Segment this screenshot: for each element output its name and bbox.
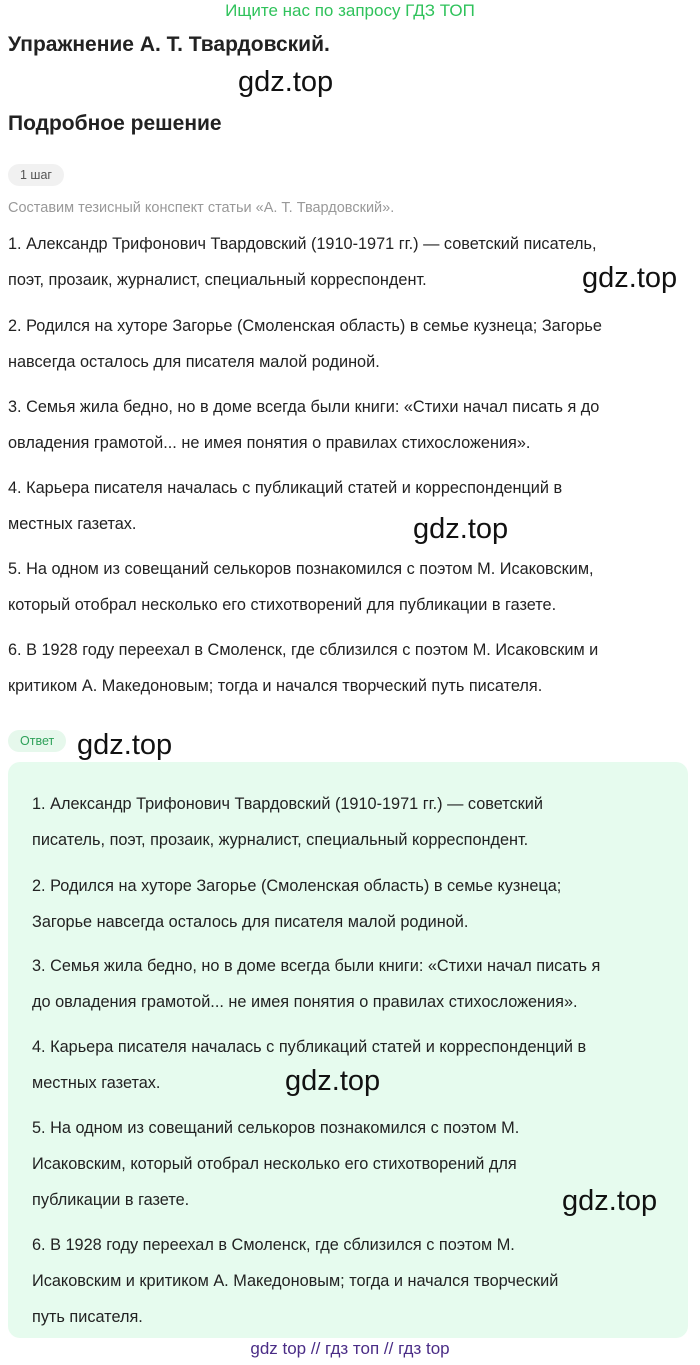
- watermark: gdz.top: [562, 1185, 658, 1217]
- answer-item: [32, 868, 672, 940]
- answer-line: до овладения грамотой... не имея понятия о правилах стихосложения».: [32, 993, 578, 1011]
- answer-line: 5. На одном из совещаний селькоров познакомился с поэтом М.: [32, 1119, 520, 1137]
- solution-line: 4. Карьера писателя началась с публикаций статей и корреспонденций в: [8, 479, 563, 497]
- answer-line: публикации в газете.: [32, 1191, 190, 1209]
- solution-line: критиком А. Македоновым; тогда и начался творческий путь писателя.: [8, 677, 543, 695]
- answer-item: [32, 948, 672, 1020]
- answer-line: Загорье навсегда осталось для писателя малой родиной.: [32, 913, 469, 931]
- search-hint-link[interactable]: Ищите нас по запросу ГДЗ ТОП: [225, 1, 475, 20]
- answer-item: [32, 786, 672, 858]
- answer-line: 6. В 1928 году переехал в Смоленск, где сблизился с поэтом М.: [32, 1236, 515, 1254]
- solution-item: [8, 389, 688, 461]
- solution-line: 1. Александр Трифонович Твардовский (1910-1971 гг.) — советский писатель,: [8, 235, 597, 253]
- answer-line: Исаковским и критиком А. Македоновым; тогда и начался творческий: [32, 1272, 559, 1290]
- footer-link-gdz-top-mixed[interactable]: гдз top: [398, 1339, 450, 1358]
- solution-item: [8, 632, 688, 704]
- watermark: gdz.top: [238, 66, 334, 98]
- watermark: gdz.top: [285, 1065, 381, 1097]
- step-badge: 1 шаг: [8, 164, 64, 186]
- answer-line: 3. Семья жила бедно, но в доме всегда были книги: «Стихи начал писать я: [32, 957, 601, 975]
- footer-separator: //: [383, 1339, 394, 1358]
- watermark: gdz.top: [413, 513, 509, 545]
- answer-line: 4. Карьера писателя началась с публикаций статей и корреспонденций в: [32, 1038, 587, 1056]
- watermark: gdz.top: [77, 729, 173, 761]
- watermark: gdz.top: [582, 262, 678, 294]
- section-title: Подробное решение: [8, 112, 222, 135]
- solution-line: навсегда осталось для писателя малой родиной.: [8, 353, 380, 371]
- solution-line: 5. На одном из совещаний селькоров познакомился с поэтом М. Исаковским,: [8, 560, 594, 578]
- answer-line: местных газетах.: [32, 1074, 161, 1092]
- solution-line: 6. В 1928 году переехал в Смоленск, где сблизился с поэтом М. Исаковским и: [8, 641, 599, 659]
- solution-line: 3. Семья жила бедно, но в доме всегда были книги: «Стихи начал писать я до: [8, 398, 600, 416]
- solution-item: [8, 551, 688, 623]
- footer-link-gdz-top-ru[interactable]: гдз топ: [325, 1339, 380, 1358]
- answer-badge: Ответ: [8, 730, 66, 752]
- page-title: Упражнение А. Т. Твардовский.: [8, 33, 330, 56]
- footer-links: [0, 1339, 700, 1359]
- answer-line: путь писателя.: [32, 1308, 143, 1326]
- step-intro: Составим тезисный конспект статьи «А. Т. Твардовский».: [8, 200, 395, 216]
- answer-item: [32, 1227, 672, 1335]
- answer-line: писатель, поэт, прозаик, журналист, специальный корреспондент.: [32, 831, 529, 849]
- solution-line: который отобрал несколько его стихотворений для публикации в газете.: [8, 596, 557, 614]
- solution-line: местных газетах.: [8, 515, 137, 533]
- solution-line: овладения грамотой... не имея понятия о правилах стихосложения».: [8, 434, 531, 452]
- footer-separator: //: [310, 1339, 321, 1358]
- solution-item: [8, 470, 688, 542]
- solution-line: поэт, прозаик, журналист, специальный корреспондент.: [8, 271, 427, 289]
- solution-item: [8, 308, 688, 380]
- solution-line: 2. Родился на хуторе Загорье (Смоленская область) в семье кузнеца; Загорье: [8, 317, 602, 335]
- answer-line: 1. Александр Трифонович Твардовский (1910-1971 гг.) — советский: [32, 795, 543, 813]
- footer-link-gdz-top[interactable]: gdz top: [250, 1339, 307, 1358]
- answer-line: 2. Родился на хуторе Загорье (Смоленская область) в семье кузнеца;: [32, 877, 562, 895]
- answer-line: Исаковским, который отобрал несколько его стихотворений для: [32, 1155, 517, 1173]
